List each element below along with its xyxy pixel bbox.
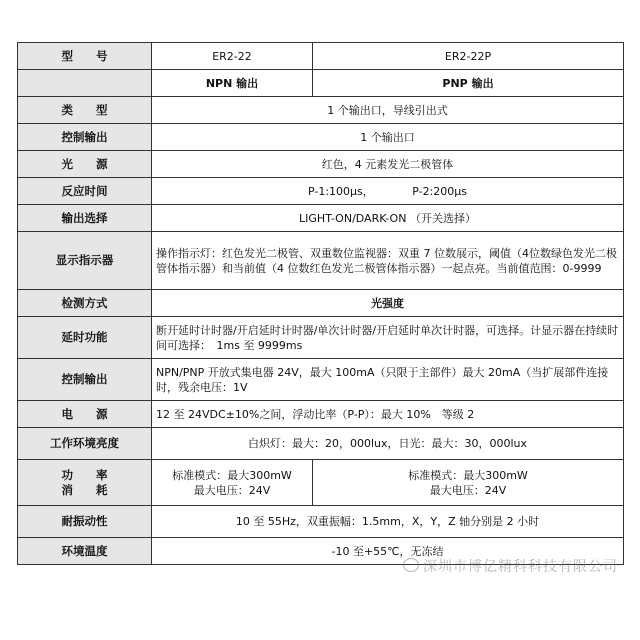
row-value: 12 至 24VDC±10%之间，浮动比率（P-P）：最大 10% 等级 2 (152, 401, 624, 428)
row-value: 红色，4 元素发光二极管体 (152, 151, 624, 178)
model-label: 型 号 (18, 43, 152, 70)
wechat-icon (403, 558, 419, 572)
row-label: 工作环境亮度 (18, 428, 152, 460)
row-label: 耐振动性 (18, 506, 152, 538)
row-value: 白炽灯：最大：20，000lux，日光：最大：30，000lux (152, 428, 624, 460)
row-value: 10 至 55Hz，双重振幅：1.5mm，X，Y，Z 轴分别是 2 小时 (152, 506, 624, 538)
power-label-line1: 功 率 (61, 467, 108, 482)
power-b-line1: 标准模式：最大300mW (408, 468, 528, 482)
model-a: ER2-22 (152, 43, 313, 70)
row-label: 检测方式 (18, 290, 152, 317)
row-label: 显示指示器 (18, 232, 152, 290)
power-label (18, 460, 152, 506)
power-label-line2: 消 耗 (61, 482, 108, 497)
output-type-a: NPN 输出 (152, 70, 313, 97)
row-label: 环境温度 (18, 538, 152, 565)
power-b-line2: 最大电压：24V (429, 483, 507, 497)
row-label: 延时功能 (18, 317, 152, 359)
power-b (313, 460, 624, 506)
watermark (403, 556, 618, 576)
row-label: 输出选择 (18, 205, 152, 232)
watermark-text: 深圳市博亿精科科技有限公司 (423, 559, 618, 575)
row-value: 1 个输出口 (152, 124, 624, 151)
row-label: 控制输出 (18, 359, 152, 401)
row-value: 1 个输出口，导线引出式 (152, 97, 624, 124)
row-value: 光强度 (152, 290, 624, 317)
power-a-line1: 标准模式：最大300mW (172, 468, 292, 482)
power-a (152, 460, 313, 506)
power-a-line2: 最大电压：24V (193, 483, 271, 497)
row-label: 控制输出 (18, 124, 152, 151)
row-value: 断开延时计时器/开启延时计时器/单次计时器/开启延时单次计时器，可选择。计显示器在持续时间可选择： 1ms 至 9999ms (152, 317, 624, 359)
model-b: ER2-22P (313, 43, 624, 70)
row-label: 反应时间 (18, 178, 152, 205)
row-label: 类 型 (18, 97, 152, 124)
row-label: 电 源 (18, 401, 152, 428)
row-value: P-1:100μs， P-2:200μs (152, 178, 624, 205)
row-value: 操作指示灯：红色发光二极管、双重数位监视器：双重 7 位数展示，阈值（4位数绿色发光二极管体指示器）和当前值（4 位数红色发光二极管体指示器）一起点亮。当前值范围：0-9999 (152, 232, 624, 290)
row-label: 光 源 (18, 151, 152, 178)
blank-label (18, 70, 152, 97)
row-value: LIGHT-ON/DARK-ON （开关选择） (152, 205, 624, 232)
row-value: NPN/PNP 开放式集电器 24V，最大 100mA（只限于主部件）最大 20mA（当扩展部件连接时，残余电压：1V (152, 359, 624, 401)
spec-table (17, 42, 624, 565)
output-type-b: PNP 输出 (313, 70, 624, 97)
row-value: -10 至+55℃，无冻结 (152, 538, 624, 565)
